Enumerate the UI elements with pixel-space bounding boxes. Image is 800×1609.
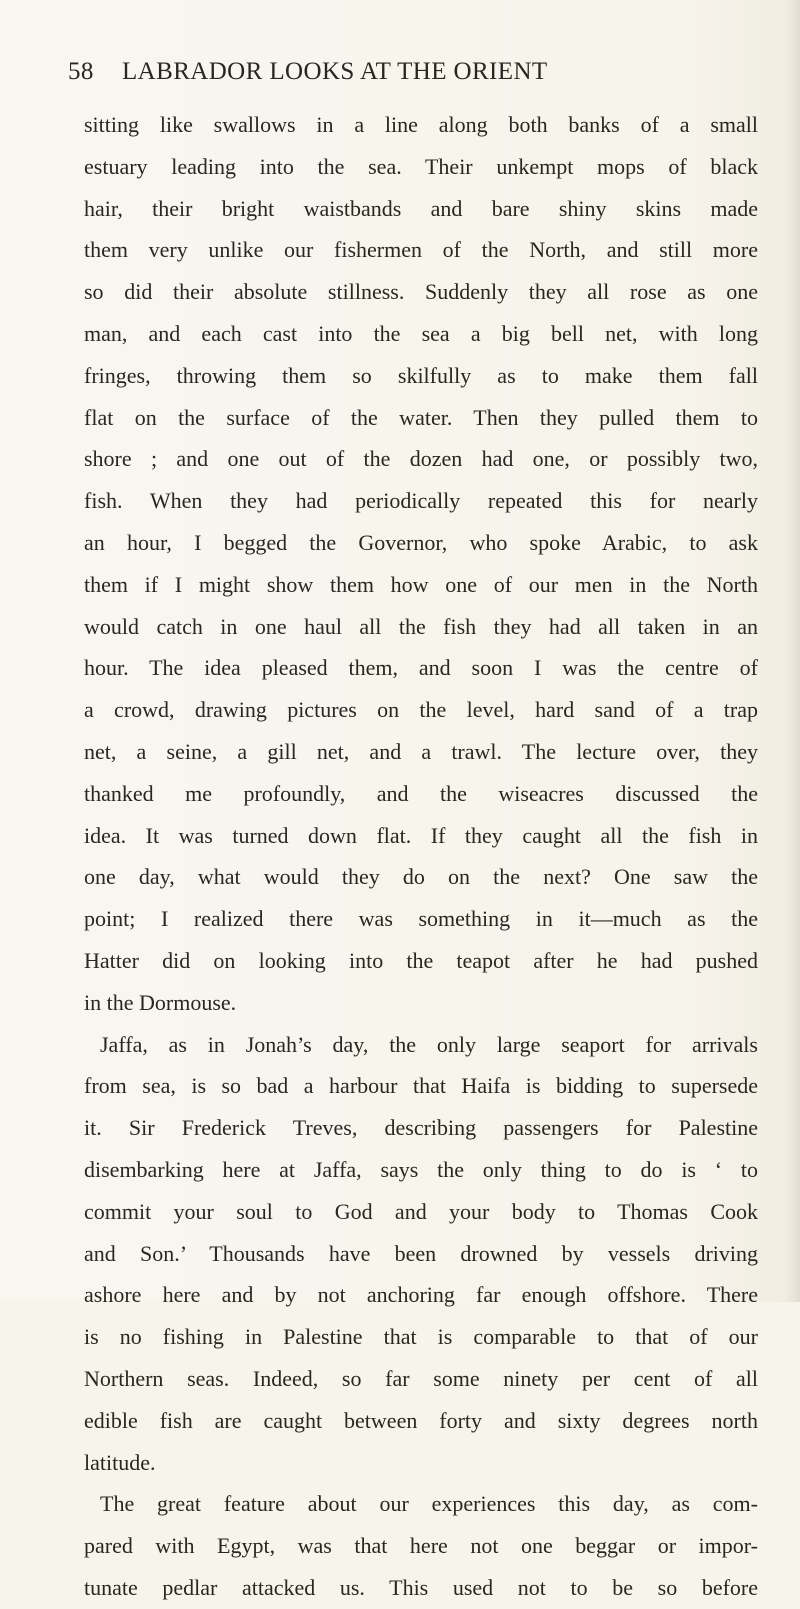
text-line: hour. The idea pleased them, and soon I was the centre of xyxy=(84,655,758,681)
text-line: so did their absolute stillness. Suddenly they all rose as one xyxy=(84,279,758,305)
text-line: them very unlike our fishermen of the North, and still more xyxy=(84,237,758,263)
text-line: shore ; and one out of the dozen had one, or possibly two, xyxy=(84,446,758,472)
text-line: them if I might show them how one of our men in the North xyxy=(84,571,758,597)
text-line: in the Dormouse. xyxy=(84,989,237,1015)
text-line: a crowd, drawing pictures on the level, hard sand of a trap xyxy=(84,697,758,723)
text-line: would catch in one haul all the fish they had all taken in an xyxy=(84,613,758,639)
text-line: latitude. xyxy=(84,1449,156,1475)
text-line: flat on the surface of the water. Then they pulled them to xyxy=(84,404,758,430)
text-line: it. Sir Frederick Treves, describing passengers for Palestine xyxy=(84,1115,758,1141)
text-line: commit your soul to God and your body to Thomas Cook xyxy=(84,1198,758,1224)
text-line: and Son.’ Thousands have been drowned by vessels driving xyxy=(84,1240,758,1266)
text-line: hair, their bright waistbands and bare shiny skins made xyxy=(84,195,758,221)
text-line: is no fishing in Palestine that is comparable to that of our xyxy=(84,1324,758,1350)
text-line: from sea, is so bad a harbour that Haifa is bidding to supersede xyxy=(84,1073,758,1099)
text-line: ashore here and by not anchoring far enough offshore. There xyxy=(84,1282,758,1308)
text-line: net, a seine, a gill net, and a trawl. The lecture over, they xyxy=(84,738,758,764)
page-edge-shadow xyxy=(786,0,800,1302)
page-number: 58 xyxy=(68,58,94,85)
body-text xyxy=(84,104,758,1609)
text-line: estuary leading into the sea. Their unkempt mops of black xyxy=(84,153,758,179)
text-line: one day, what would they do on the next? One saw the xyxy=(84,864,758,890)
text-line: pared with Egypt, was that here not one beggar or impor- xyxy=(84,1533,758,1559)
text-line: an hour, I begged the Governor, who spoke Arabic, to ask xyxy=(84,529,758,555)
text-line: man, and each cast into the sea a big bell net, with long xyxy=(84,320,758,346)
text-line: The great feature about our experiences this day, as com- xyxy=(100,1491,758,1517)
text-line: Hatter did on looking into the teapot after he had pushed xyxy=(84,947,758,973)
text-line: sitting like swallows in a line along both banks of a small xyxy=(84,112,758,137)
text-line: Jaffa, as in Jonah’s day, the only large seaport for arrivals xyxy=(100,1031,758,1057)
text-line: disembarking here at Jaffa, says the only thing to do is ‘ to xyxy=(84,1156,758,1182)
running-head: LABRADOR LOOKS AT THE ORIENT xyxy=(122,58,548,85)
page-header xyxy=(68,58,708,98)
text-line: tunate pedlar attacked us. This used not to be so before xyxy=(84,1574,758,1600)
text-line: thanked me profoundly, and the wiseacres discussed the xyxy=(84,780,758,806)
text-line: fringes, throwing them so skilfully as to make them fall xyxy=(84,362,758,388)
text-line: idea. It was turned down flat. If they caught all the fish in xyxy=(84,822,758,848)
text-line: fish. When they had periodically repeated this for nearly xyxy=(84,488,758,514)
text-line: Northern seas. Indeed, so far some ninety per cent of all xyxy=(84,1365,758,1391)
text-line: edible fish are caught between forty and sixty degrees north xyxy=(84,1407,758,1433)
text-line: point; I realized there was something in it—much as the xyxy=(84,906,758,932)
